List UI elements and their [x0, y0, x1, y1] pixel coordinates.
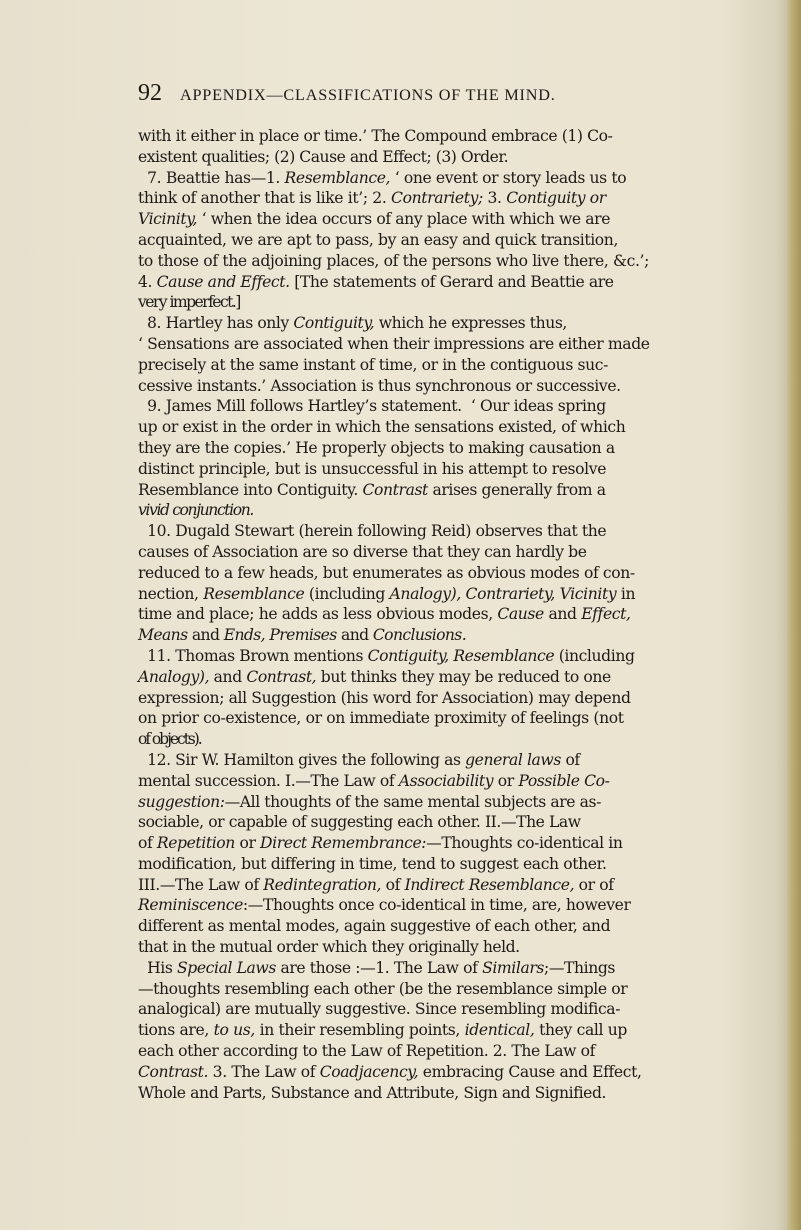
- text-run: ‘ one event or story leads us to: [390, 168, 627, 187]
- italic-run: Direct Remembrance:: [260, 834, 427, 853]
- text-line: [138, 688, 798, 709]
- italic-run: Contrariety, Vicinity: [465, 584, 617, 603]
- italic-run: Conclusions.: [372, 626, 467, 645]
- body-text: [138, 126, 798, 1103]
- text-run: expression; all Suggestion (his word for Association) may depend: [138, 688, 631, 707]
- text-line: [138, 438, 798, 459]
- text-run: cessive instants.’ Association is thus synchronous or successive.: [138, 376, 621, 395]
- text-run: they call up: [534, 1021, 628, 1040]
- running-header: [138, 80, 778, 107]
- text-run: ‘ when the idea occurs of any place with which we are: [197, 210, 611, 229]
- italic-run: Vicinity,: [138, 210, 198, 229]
- text-line: [138, 355, 798, 376]
- italic-run: to us,: [213, 1021, 256, 1040]
- text-line: [138, 937, 798, 958]
- italic-run: Contiguity or: [506, 189, 606, 208]
- text-run: 11. Thomas Brown mentions: [138, 646, 368, 665]
- text-run: [The statements of Gerard and Beattie are: [289, 272, 614, 291]
- text-run: nection,: [138, 584, 204, 603]
- text-line: [138, 750, 798, 771]
- italic-run: Reminiscence: [138, 896, 243, 915]
- text-run: causes of Association are so diverse that they can hardly be: [138, 542, 587, 561]
- text-line: [138, 1041, 798, 1062]
- text-run: acquainted, we are apt to pass, by an easy and quick transition,: [138, 230, 619, 249]
- text-run: reduced to a few heads, but enumerates as obvious modes of con-: [138, 563, 635, 582]
- text-run: His: [138, 958, 177, 977]
- text-line: [138, 209, 798, 230]
- text-run: of objects).: [138, 730, 201, 749]
- italic-run: Analogy),: [138, 667, 210, 686]
- text-line: [138, 272, 798, 293]
- text-run: and: [187, 626, 224, 645]
- text-line: [138, 521, 798, 542]
- text-line: [138, 417, 798, 438]
- text-run: sociable, or capable of suggesting each other. II.—The Law: [138, 813, 581, 832]
- text-line: [138, 833, 798, 854]
- text-run: which he expresses thus,: [374, 314, 567, 333]
- text-run: mental succession. I.—The Law of: [138, 771, 399, 790]
- text-run: or: [493, 771, 519, 790]
- italic-run: vivid conjunction.: [138, 501, 253, 520]
- italic-run: Special Laws: [177, 958, 276, 977]
- italic-run: identical,: [464, 1021, 535, 1040]
- text-run: up or exist in the order in which the sensations existed, of which: [138, 418, 626, 437]
- text-run: :—Thoughts once co-identical in time, are, however: [242, 896, 631, 915]
- italic-run: Means: [138, 626, 188, 645]
- text-run: 8. Hartley has only: [138, 314, 294, 333]
- text-line: [138, 667, 798, 688]
- text-line: [138, 792, 798, 813]
- italic-run: Cause and Effect.: [156, 272, 290, 291]
- italic-run: general laws: [465, 750, 561, 769]
- text-run: distinct principle, but is unsuccessful in his attempt to resolve: [138, 459, 607, 478]
- running-title: APPENDIX—CLASSIFICATIONS OF THE MIND.: [180, 86, 556, 104]
- italic-run: Effect,: [581, 605, 631, 624]
- italic-run: Repetition: [156, 834, 235, 853]
- text-line: [138, 1062, 798, 1083]
- italic-run: Resemblance,: [284, 168, 391, 187]
- text-run: III.—The Law of: [138, 875, 264, 894]
- text-run: but thinks they may be reduced to one: [316, 667, 611, 686]
- text-line: [138, 646, 798, 667]
- text-line: [138, 729, 798, 750]
- italic-run: Contrariety;: [391, 189, 483, 208]
- text-run: tions are,: [138, 1021, 214, 1040]
- text-run: (including: [304, 584, 390, 603]
- text-line: [138, 916, 798, 937]
- text-run: that in the mutual order which they originally held.: [138, 938, 520, 957]
- text-line: [138, 875, 798, 896]
- italic-run: suggestion:: [138, 792, 225, 811]
- text-run: they are the copies.’ He properly objects to making causation a: [138, 438, 615, 457]
- text-run: or: [234, 834, 261, 853]
- text-run: —thoughts resembling each other (be the resemblance simple or: [138, 979, 628, 998]
- text-run: and: [209, 667, 247, 686]
- text-line: [138, 147, 798, 168]
- text-run: of: [560, 750, 580, 769]
- text-run: Resemblance into Contiguity.: [138, 480, 363, 499]
- text-run: with it either in place or time.’ The Compound embrace (1) Co-: [138, 127, 613, 145]
- text-run: —All thoughts of the same mental subjects are as-: [224, 792, 601, 811]
- italic-run: Contrast: [362, 480, 428, 499]
- text-line: [138, 459, 798, 480]
- text-line: [138, 604, 798, 625]
- text-line: [138, 979, 798, 1000]
- text-line: [138, 251, 798, 272]
- text-run: modification, but differing in time, tend to suggest each other.: [138, 854, 607, 873]
- text-line: [138, 230, 798, 251]
- italic-run: Resemblance: [203, 584, 305, 603]
- text-run: 3.: [482, 189, 507, 208]
- text-run: of: [381, 875, 405, 894]
- text-line: [138, 168, 798, 189]
- text-run: are those :—1. The Law of: [275, 958, 483, 977]
- text-run: in: [616, 584, 636, 603]
- text-run: —Thoughts co-identical in: [426, 834, 623, 853]
- italic-run: Contiguity,: [293, 314, 375, 333]
- text-line: [138, 542, 798, 563]
- italic-run: Contiguity, Resemblance: [367, 646, 555, 665]
- text-line: [138, 480, 798, 501]
- text-line: [138, 500, 798, 521]
- text-run: embracing Cause and Effect,: [418, 1062, 642, 1081]
- text-run: on prior co-existence, or on immediate proximity of feelings (not: [138, 709, 624, 728]
- text-run: 7. Beattie has—1.: [138, 168, 285, 187]
- text-run: time and place; he adds as less obvious modes,: [138, 605, 498, 624]
- text-line: [138, 999, 798, 1020]
- text-line: [138, 708, 798, 729]
- text-line: [138, 334, 798, 355]
- text-run: and: [336, 626, 373, 645]
- text-run: 4.: [138, 272, 157, 291]
- text-run: Whole and Parts, Substance and Attribute, Sign and Signified.: [138, 1083, 607, 1102]
- text-run: 12. Sir W. Hamilton gives the following as: [138, 750, 466, 769]
- text-run: or of: [574, 875, 614, 894]
- italic-run: Cause: [497, 605, 544, 624]
- italic-run: Ends, Premises: [223, 626, 337, 645]
- text-line: [138, 625, 798, 646]
- italic-run: Contrast,: [246, 667, 317, 686]
- text-line: [138, 854, 798, 875]
- italic-run: Similars: [482, 958, 544, 977]
- text-line: [138, 1083, 798, 1104]
- italic-run: Analogy),: [389, 584, 461, 603]
- text-line: [138, 771, 798, 792]
- italic-run: Associability: [398, 771, 494, 790]
- text-run: and: [543, 605, 582, 624]
- text-line: [138, 126, 798, 147]
- text-run: in their resembling points,: [255, 1021, 465, 1040]
- text-line: [138, 313, 798, 334]
- text-run: 9. James Mill follows Hartley’s statement. ‘ Our ideas spring: [138, 397, 606, 416]
- text-run: 3. The Law of: [208, 1062, 320, 1081]
- text-run: ;—Things: [543, 958, 615, 977]
- text-line: [138, 292, 798, 313]
- text-run: (including: [554, 646, 635, 665]
- text-run: 10. Dugald Stewart (herein following Reid) observes that the: [138, 522, 607, 541]
- text-line: [138, 895, 798, 916]
- text-line: [138, 958, 798, 979]
- text-line: [138, 396, 798, 417]
- italic-run: Possible Co-: [518, 771, 610, 790]
- italic-run: Contrast.: [138, 1062, 209, 1081]
- page-number: 92: [138, 80, 162, 106]
- text-line: [138, 563, 798, 584]
- text-line: [138, 376, 798, 397]
- text-run: to those of the adjoining places, of the persons who live there, &c.’;: [138, 251, 650, 270]
- italic-run: Redintegration,: [263, 875, 382, 894]
- text-run: each other according to the Law of Repetition. 2. The Law of: [138, 1042, 595, 1061]
- text-run: think of another that is like it’; 2.: [138, 189, 392, 208]
- text-run: existent qualities; (2) Cause and Effect; (3) Order.: [138, 147, 509, 166]
- italic-run: Indirect Resemblance,: [404, 875, 575, 894]
- text-line: [138, 584, 798, 605]
- italic-run: Coadjacency,: [319, 1062, 419, 1081]
- text-run: arises generally from a: [427, 480, 606, 499]
- text-line: [138, 1020, 798, 1041]
- text-line: [138, 812, 798, 833]
- text-line: [138, 188, 798, 209]
- text-run: analogical) are mutually suggestive. Since resembling modifica-: [138, 1000, 621, 1019]
- text-run: different as mental modes, again suggestive of each other, and: [138, 917, 611, 936]
- text-run: ‘ Sensations are associated when their impressions are either made: [138, 334, 650, 353]
- text-run: of: [138, 834, 157, 853]
- text-run: very imperfect.]: [138, 293, 240, 312]
- text-run: precisely at the same instant of time, or in the contiguous suc-: [138, 355, 608, 374]
